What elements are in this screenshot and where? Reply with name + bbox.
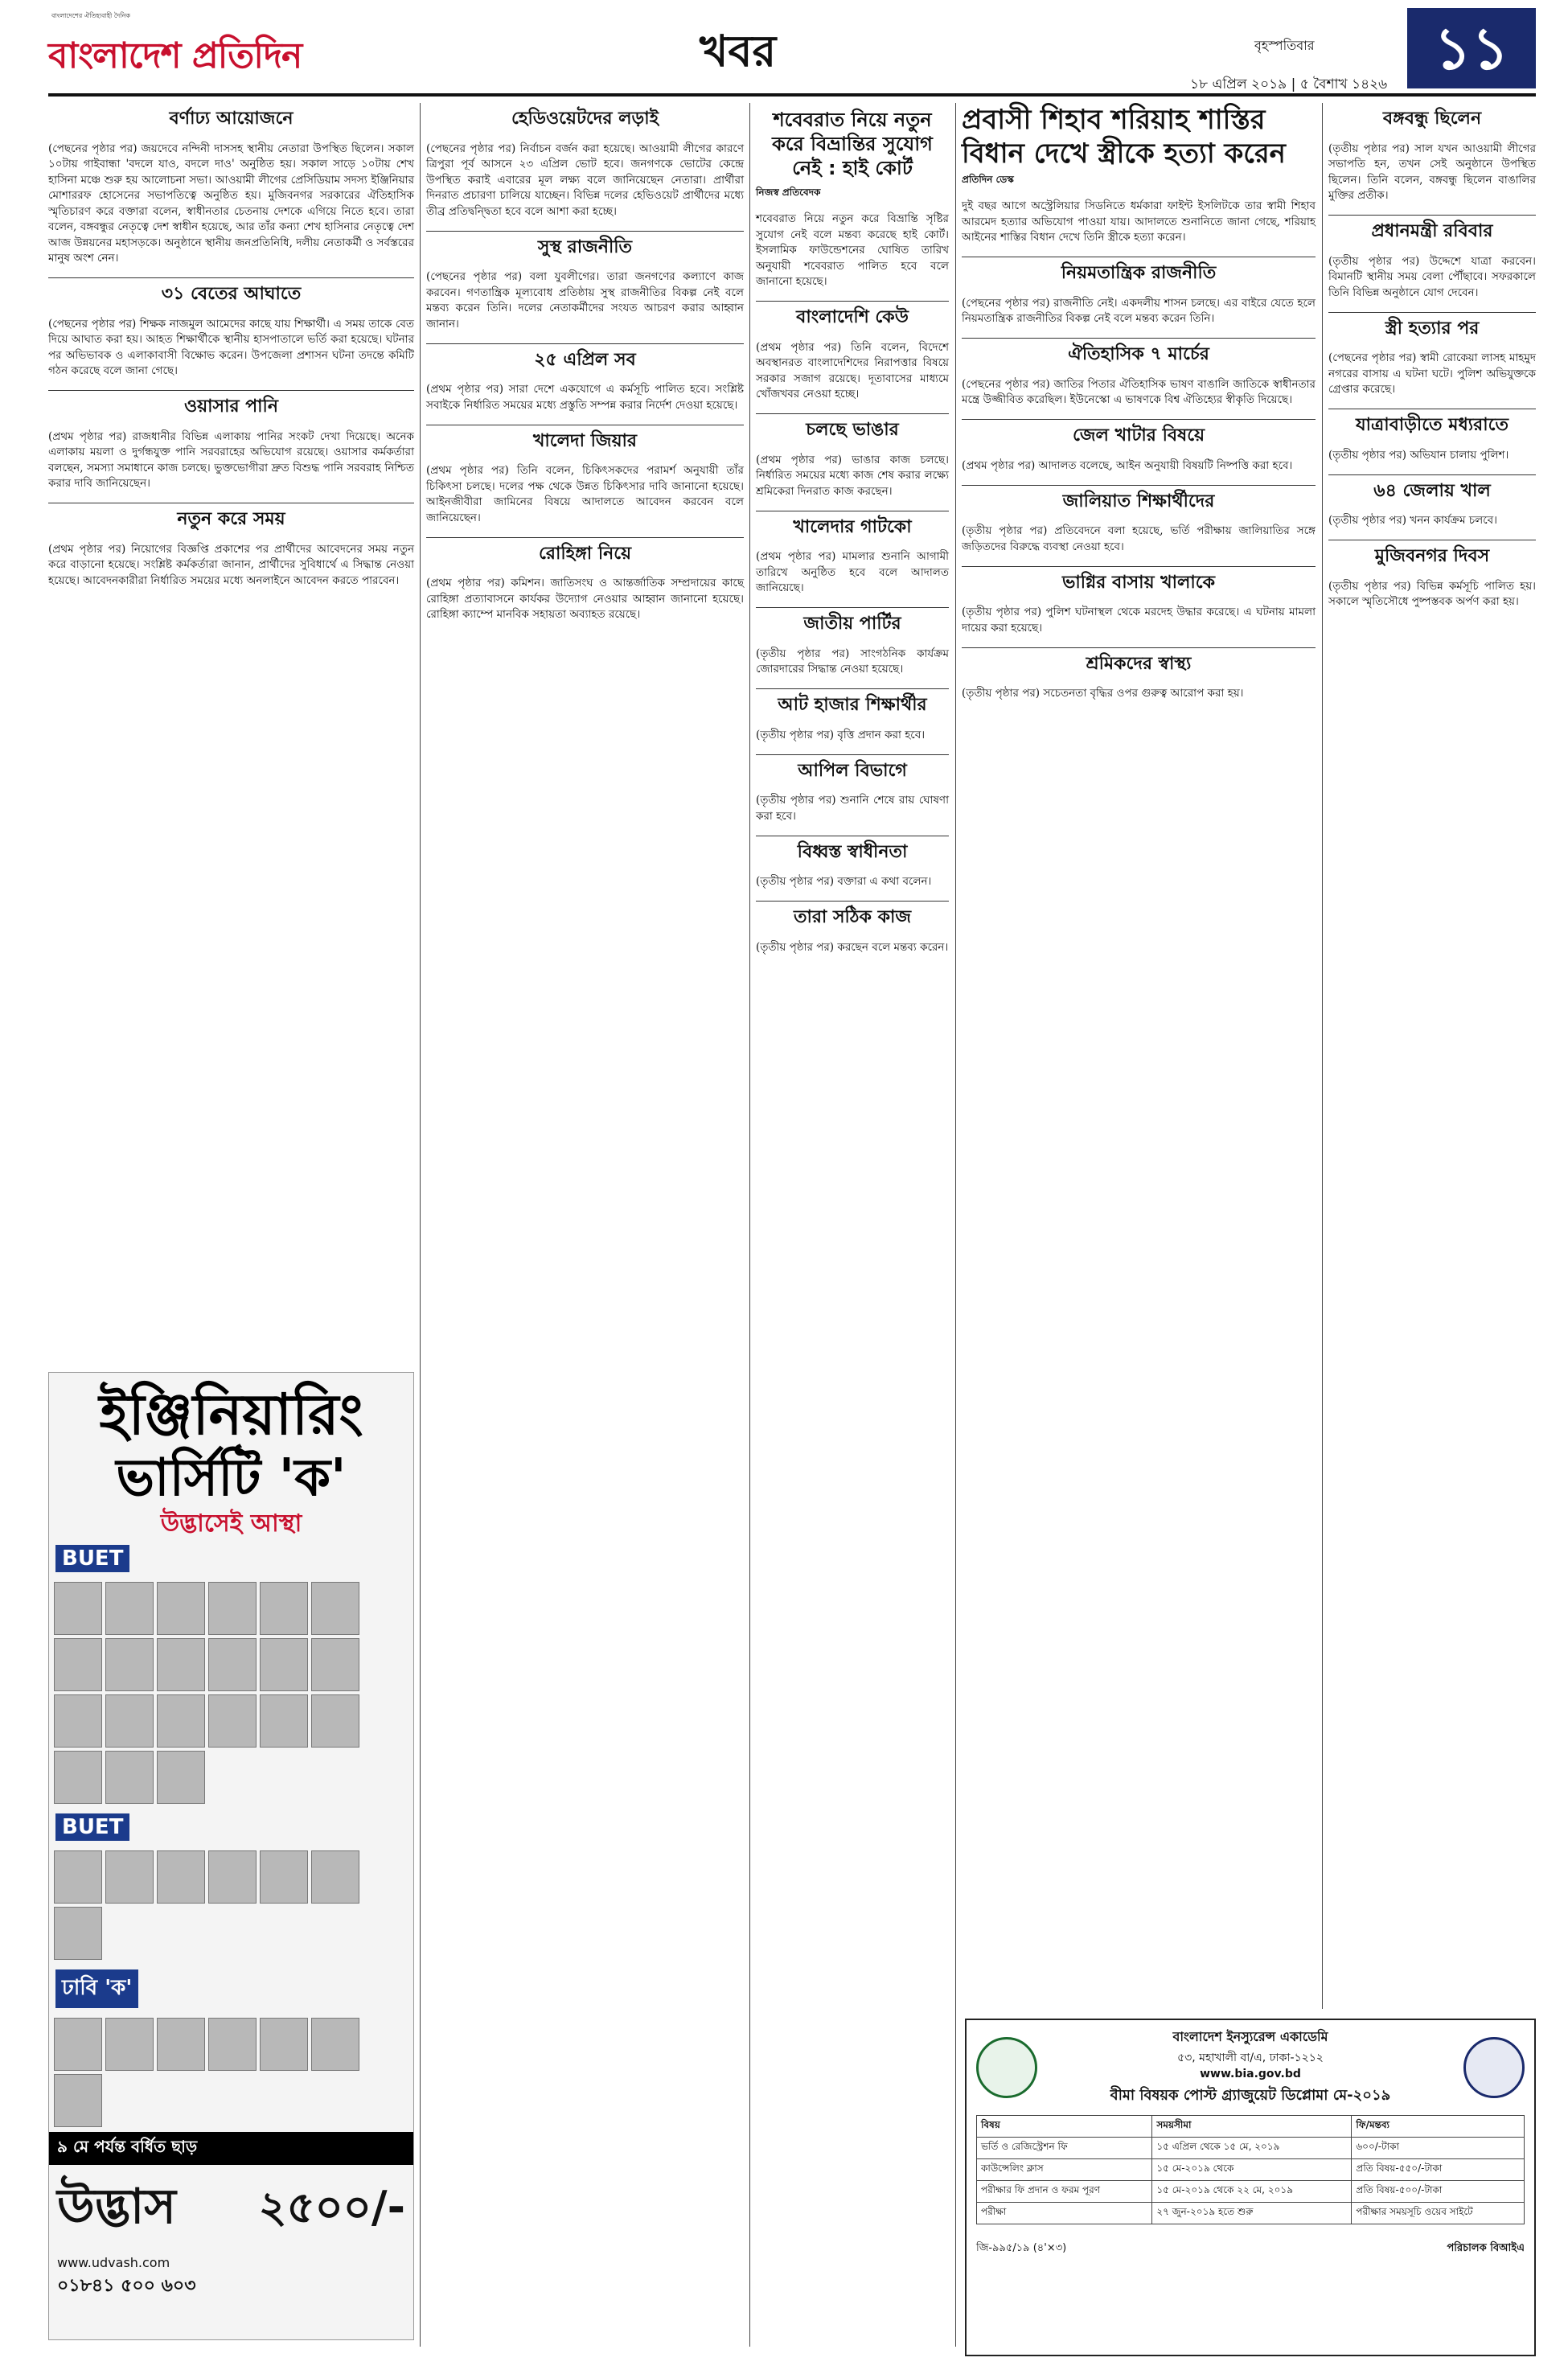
headline[interactable]: বিধ্বস্ত স্বাধীনতা [797, 841, 908, 862]
table-cell: ভর্তি ও রেজিস্ট্রেশন ফি [977, 2138, 1152, 2159]
headline[interactable]: সুস্থ রাজনীতি [537, 236, 633, 257]
student-photo [105, 1850, 154, 1904]
column-4 [962, 103, 1316, 2009]
table-header-row [977, 2116, 1525, 2138]
divider [48, 390, 414, 391]
headline[interactable]: তারা সঠিক কাজ [793, 907, 912, 927]
article-body: (প্রথম পৃষ্ঠার পর) সারা দেশে একযোগে এ কর্মসূচি পালিত হবে। সংশ্লিষ্ট সবাইকে নির্ধারিত সময়ের মধ্যে প্রস্তুতি সম্পন্ন করার নির্দেশ দেওয়া হয়েছে। [426, 383, 744, 412]
student-photo [105, 1694, 154, 1748]
table-cell: পরীক্ষার ফি প্রদান ও ফরম পূরণ [977, 2181, 1152, 2203]
article-body: (পেছনের পৃষ্ঠার পর) জাতির পিতার ঐতিহাসিক ভাষণ বাঙালি জাতিকে স্বাধীনতার মন্ত্রে উজ্জীবিত করেছিল। ইউনেস্কো এ ভাষণকে বিশ্ব ঐতিহ্যের স্বীকৃতি দিয়েছে। [962, 377, 1316, 406]
article-body: (তৃতীয় পৃষ্ঠার পর) উদ্দেশে যাত্রা করবেন। বিমানটি স্থানীয় সময় বেলা পৌঁছাবে। সফরকালে তিনি বিভিন্ন অনুষ্ঠানে যোগ দেবেন। [1328, 254, 1536, 299]
table-cell: পরীক্ষা [977, 2203, 1152, 2224]
headline[interactable]: স্ত্রী হত্যার পর [1385, 318, 1480, 339]
article-body: দুই বছর আগে অস্ট্রেলিয়ার সিডনিতে ধর্মকারা ফাইন্ট ইসলিটকে তার স্বামী শিহাব আরমেদ হত্যার অভিযোগ পাওয়া যায়। আদালতে শুনানিতে জানা গেছে, শরিয়াহ আইনের শাস্তির বিধান দেখে তিনি স্ত্রীকে হত্যা করেন। [962, 199, 1316, 244]
column-2 [426, 103, 744, 2347]
headline[interactable]: ৩১ বেতের আঘাতে [161, 284, 302, 304]
divider [756, 901, 949, 902]
divider [756, 413, 949, 414]
student-photo [105, 1751, 154, 1804]
headline[interactable]: চলছে ভাঙার [806, 420, 899, 440]
student-photo [260, 2018, 308, 2071]
student-photo [54, 1638, 102, 1691]
table-row [977, 2181, 1525, 2203]
table-row [977, 2159, 1525, 2181]
divider [962, 338, 1316, 339]
headline[interactable]: ওয়াসার পানি [184, 396, 278, 417]
divider [962, 647, 1316, 648]
bia-advertisement[interactable] [965, 2019, 1536, 2356]
masthead-tagline: বাংলাদেশের ঐতিহ্যবাহী দৈনিক [51, 12, 130, 19]
divider [756, 301, 949, 302]
divider [756, 607, 949, 608]
student-photo [157, 2018, 205, 2071]
headline[interactable]: আট হাজার শিক্ষার্থীর [778, 695, 927, 715]
article-body: (প্রথম পৃষ্ঠার পর) ভাঙার কাজ চলছে। নির্ধারিত সময়ের মধ্যে কাজ শেষ করার লক্ষ্যে শ্রমিকেরা দিনরাত কাজ করছেন। [756, 453, 949, 498]
article-body: (প্রথম পৃষ্ঠার পর) রাজধানীর বিভিন্ন এলাকায় পানির সংকট দেখা দিয়েছে। অনেক এলাকায় ময়লা ও দুর্গন্ধযুক্ত পানি সরবরাহের অভিযোগ রয়েছে। ওয়াসার কর্মকর্তারা বলছেন, সমস্যা সমাধানে কাজ চলছে। ভুক্তভোগীরা দ্রুত বিশুদ্ধ পানি সরবরাহ নিশ্চিত করার দাবি জানিয়েছেন। [48, 429, 414, 490]
student-photo [311, 1582, 359, 1635]
header-divider [48, 93, 1536, 97]
article-body: (প্রথম পৃষ্ঠার পর) নিয়োগের বিজ্ঞপ্তি প্রকাশের পর প্রার্থীদের আবেদনের সময় নতুন করে বাড়ানো হয়েছে। সংশ্লিষ্ট কর্মকর্তারা জানান, প্রার্থীদের সুবিধার্থে এ সিদ্ধান্ত নেওয়া হয়েছে। আবেদনকারীরা নির্ধারিত সময়ের মধ্যে অনলাইনে আবেদন করতে পারবেন। [48, 542, 414, 587]
student-photo [157, 1582, 205, 1635]
ad-code: জি-৯৯৫/১৯ (৪'×৩) [976, 2242, 1067, 2254]
divider [426, 231, 744, 232]
newspaper-masthead: বাংলাদেশ প্রতিদিন [48, 35, 302, 76]
student-photo [157, 1751, 205, 1804]
byline: নিজস্ব প্রতিবেদক [756, 187, 821, 198]
section-title: খবর [700, 26, 777, 76]
brand-name: উদ্ভাস [57, 2179, 176, 2235]
article-body: (তৃতীয় পৃষ্ঠার পর) অভিযান চালায় পুলিশ। [1328, 448, 1509, 462]
article-body: (পেছনের পৃষ্ঠার পর) বলা যুবলীগের। তারা জনগণের কল্যাণে কাজ করবেন। গণতান্ত্রিক মূল্যবোধ প্রতিষ্ঠায় সুস্থ রাজনীতির বিকল্প নেই বলে মন্তব্য করেন তিনি। দলের নেতাকর্মীদের সংযত আচরণ করার আহ্বান জানান। [426, 270, 744, 331]
headline[interactable]: ঐতিহাসিক ৭ মার্চের [1068, 344, 1209, 364]
article-body: (পেছনের পৃষ্ঠার পর) জয়দেবে নন্দিনী দাসসহ স্থানীয় নেতারা উপস্থিত ছিলেন। সকাল ১০টায় গাইবান্ধা 'বদলে যাও, বদলে দাও' অনুষ্ঠিত হয়। সকাল সাড়ে ১০টায় শেখ হাসিনা মঞ্চে শুরু হয় আলোচনা সভা। আওয়ামী লীগের প্রেসিডিয়াম সদস্য ইঞ্জিনিয়ার মোশাররফ হোসেনের সভাপতিত্বে অনুষ্ঠিত হয়। মুজিবনগর সরকারের ঐতিহাসিক স্মৃতিচারণ করে বক্তারা বলেন, স্বাধীনতার চেতনায় দেশকে এগিয়ে নিতে হবে। তারা বলেন, বঙ্গবন্ধুর নেতৃত্বে দেশ স্বাধীন হয়েছে, আর তাঁর কন্যা শেখ হাসিনার নেতৃত্বে দেশ আজ উন্নয়নের মহাসড়কে। অনুষ্ঠানে স্থানীয় জনপ্রতিনিধি, দলীয় নেতাকর্মী ও সর্বস্তরের মানুষ অংশ নেন। [48, 142, 414, 265]
column-1 [48, 103, 414, 1366]
headline[interactable]: নতুন করে সময় [177, 509, 285, 529]
article-body: (প্রথম পৃষ্ঠার পর) মামলার শুনানি আগামী তারিখে অনুষ্ঠিত হবে বলে আদালত জানিয়েছে। [756, 550, 949, 594]
table-cell: ১৫ মে-২০১৯ থেকে [1152, 2159, 1352, 2181]
article-body: (তৃতীয় পৃষ্ঠার পর) সাল যখন আওয়ামী লীগের সভাপতি হন, তখন সেই অনুষ্ঠানে উপস্থিত ছিলেন। তিনি বলেন, বঙ্গবন্ধু ছিলেন বাঙালির মুক্তির প্রতীক। [1328, 142, 1536, 202]
headline[interactable]: খালেদা জিয়ার [532, 430, 638, 451]
student-photo [105, 1638, 154, 1691]
student-photo [105, 1582, 154, 1635]
headline[interactable]: যাত্রাবাড়ীতে মধ্যরাতে [1356, 415, 1508, 435]
student-photo [260, 1694, 308, 1748]
table-header: সময়সীমা [1152, 2116, 1352, 2138]
table-header: বিষয় [977, 2116, 1152, 2138]
student-photo-grid [49, 1577, 413, 1809]
student-photo [54, 1751, 102, 1804]
student-photo [260, 1850, 308, 1904]
lead-headline[interactable]: প্রবাসী শিহাব শরিয়াহ শাস্তির বিধান দেখে স্ত্রীকে হত্যা করেন [962, 104, 1286, 170]
article-body: (তৃতীয় পৃষ্ঠার পর) সাংগঠনিক কার্যক্রম জোরদারের সিদ্ধান্ত নেওয়া হয়েছে। [756, 647, 949, 676]
student-photo [208, 1694, 257, 1748]
student-photo [54, 2018, 102, 2071]
headline[interactable]: বর্ণাঢ্য আয়োজনে [169, 109, 293, 129]
bia-website[interactable]: www.bia.gov.bd [1200, 2068, 1301, 2080]
headline[interactable]: খালেদার গাটকো [793, 516, 912, 537]
discount-price: ২৫০০/- [258, 2182, 405, 2232]
buet-label: BUET [55, 1813, 129, 1841]
headline[interactable]: জাতীয় পার্টির [803, 614, 901, 634]
article-body: (তৃতীয় পৃষ্ঠার পর) পুলিশ ঘটনাস্থল থেকে মরদেহ উদ্ধার করেছে। এ ঘটনায় মামলা দায়ের করা হয়েছে। [962, 606, 1316, 635]
headline[interactable]: জালিয়াত শিক্ষার্থীদের [1062, 491, 1215, 511]
headline[interactable]: রোহিঙ্গা নিয়ে [538, 543, 632, 564]
column-divider [420, 103, 421, 2347]
headline[interactable]: শবেবরাত নিয়ে নতুন করে বিভ্রান্তির সুযোগ নেই : হাই কোর্ট [772, 109, 933, 179]
column-5 [1328, 103, 1536, 2009]
discount-deadline: ৯ মে পর্যন্ত বর্ধিত ছাড় [49, 2132, 413, 2165]
article-body: (তৃতীয় পৃষ্ঠার পর) খনন কার্যক্রম চলবে। [1328, 514, 1497, 527]
student-photo [208, 1582, 257, 1635]
table-cell: প্রতি বিষয়-৫০০/-টাকা [1352, 2181, 1525, 2203]
article-body: শবেবরাত নিয়ে নতুন করে বিভ্রান্তি সৃষ্টির সুযোগ নেই বলে মন্তব্য করেছে হাই কোর্ট। ইসলামিক ফাউন্ডেশনের ঘোষিত তারিখ অনুযায়ী শবেবরাত পালিত হবে বলে জানানো হয়েছে। [756, 212, 949, 288]
article-body: (তৃতীয় পৃষ্ঠার পর) শুনানি শেষে রায় ঘোষণা করা হবে। [756, 794, 949, 823]
student-photo [208, 1638, 257, 1691]
student-photo [54, 1694, 102, 1748]
header-day: বৃহস্পতিবার [1254, 38, 1315, 53]
article-body: (তৃতীয় পৃষ্ঠার পর) করছেন বলে মন্তব্য করেন। [756, 940, 949, 954]
student-photo [260, 1638, 308, 1691]
bia-schedule-table [976, 2115, 1525, 2224]
article-body: (পেছনের পৃষ্ঠার পর) নির্বাচন বর্জন করা হয়েছে। আওয়ামী লীগের কারণে ত্রিপুরা পূর্ব আসনে ২৩ এপ্রিল ভোট হবে। জনগণকে ভোটের কেন্দ্রে উপস্থিত করাই এবারের মূল লক্ষ্য বলে জানিয়েছেন নেতারা। প্রার্থীরা দিনরাত প্রচারণা চালিয়ে যাচ্ছেন। বিভিন্ন দলের হেভিওয়েট প্রার্থীদের মধ্যে তীব্র প্রতিদ্বন্দ্বিতা হবে বলে আশা করা হচ্ছে। [426, 142, 744, 218]
table-row [977, 2203, 1525, 2224]
student-photo [208, 2018, 257, 2071]
byline: প্রতিদিন ডেস্ক [962, 174, 1014, 185]
divider [756, 754, 949, 755]
table-row [977, 2138, 1525, 2159]
article-body: (প্রথম পৃষ্ঠার পর) তিনি বলেন, চিকিৎসকদের পরামর্শ অনুযায়ী তাঁর চিকিৎসা চলছে। দলের পক্ষ থেকে উন্নত চিকিৎসার দাবি জানানো হয়েছে। আইনজীবীরা জামিনের বিষয়ে আদালতে আবেদন করবেন বলে জানিয়েছেন। [426, 464, 744, 524]
divider [426, 537, 744, 538]
article-body: (প্রথম পৃষ্ঠার পর) আদালত বলেছে, আইন অনুযায়ী বিষয়টি নিষ্পত্তি করা হবে। [962, 458, 1293, 472]
student-photo [260, 1582, 308, 1635]
student-photo [54, 1907, 102, 1960]
headline[interactable]: বঙ্গবন্ধু ছিলেন [1382, 109, 1482, 129]
table-header: ফি/মন্তব্য [1352, 2116, 1525, 2138]
article-body: (তৃতীয় পৃষ্ঠার পর) বৃত্তি প্রদান করা হবে। [756, 728, 926, 741]
divider [756, 688, 949, 689]
bia-logo-icon [976, 2037, 1037, 2098]
ad-phone[interactable]: ০১৮৪১ ৫০০ ৬০৩ [57, 2276, 196, 2296]
table-cell: কাউন্সেলিং ক্লাস [977, 2159, 1152, 2181]
student-photo-grid [49, 1846, 413, 1965]
headline[interactable]: ভাগ্নির বাসায় খালাকে [1061, 572, 1216, 593]
student-photo [105, 2018, 154, 2071]
article-body: (প্রথম পৃষ্ঠার পর) তিনি বলেন, বিদেশে অবস্থানরত বাংলাদেশিদের নিরাপত্তার বিষয়ে সরকার সজাগ রয়েছে। দূতাবাসের মাধ্যমে খোঁজখবর নেওয়া হচ্ছে। [756, 340, 949, 400]
article-body: (তৃতীয় পৃষ্ঠার পর) বক্তারা এ কথা বলেন। [756, 875, 932, 888]
dhabi-label: ঢাবি 'ক' [55, 1969, 138, 2008]
student-photo [157, 1850, 205, 1904]
headline[interactable]: বাংলাদেশি কেউ [796, 307, 909, 327]
table-cell: পরীক্ষার সময়সূচি ওয়েব সাইটে [1352, 2203, 1525, 2224]
header-date: ১৮ এপ্রিল ২০১৯ | ৫ বৈশাখ ১৪২৬ [1190, 76, 1388, 92]
buet-label: BUET [55, 1545, 129, 1572]
ad-signoff: পরিচালক বিআইএ [1447, 2242, 1525, 2254]
divider [426, 343, 744, 344]
student-photo [54, 2074, 102, 2127]
bia-address: ৫৩, মহাখালী বা/এ, ঢাকা-১২১২ [1177, 2052, 1324, 2064]
divider [1328, 474, 1536, 475]
ad-website[interactable]: www.udvash.com [57, 2255, 170, 2270]
article-body: (তৃতীয় পৃষ্ঠার পর) সচেতনতা বৃদ্ধির ওপর গুরুত্ব আরোপ করা হয়। [962, 687, 1244, 700]
table-cell: ১৫ এপ্রিল থেকে ১৫ মে, ২০১৯ [1152, 2138, 1352, 2159]
student-photo [311, 1850, 359, 1904]
article-body: (পেছনের পৃষ্ঠার পর) শিক্ষক নাজমুল আমেদের কাছে যায় শিক্ষার্থী। এ সময় তাকে বেত দিয়ে আঘাত করা হয়। আহত শিক্ষার্থীকে স্থানীয় হাসপাতালে ভর্তি করা হয়েছে। ঘটনার পর অভিভাবক ও এলাকাবাসী বিক্ষোভ করেন। উপজেলা প্রশাসন ঘটনা তদন্তে কমিটি গঠন করেছে বলে জানা গেছে। [48, 317, 414, 377]
column-divider [1322, 103, 1323, 2009]
headline[interactable]: হেডিওয়েটদের লড়াই [511, 109, 659, 129]
divider [48, 277, 414, 278]
bia-title: বীমা বিষয়ক পোস্ট গ্র্যাজুয়েট ডিপ্লোমা মে-২০১৯ [1110, 2087, 1391, 2104]
article-body: (তৃতীয় পৃষ্ঠার পর) প্রতিবেদনে বলা হয়েছে, ভর্তি পরীক্ষায় জালিয়াতির সঙ্গে জড়িতদের বিরুদ্ধে ব্যবস্থা নেওয়া হবে। [962, 524, 1316, 553]
article-body: (প্রথম পৃষ্ঠার পর) কমিশন। জাতিসংঘ ও আন্তর্জাতিক সম্প্রদায়ের কাছে রোহিঙ্গা প্রত্যাবাসনে কার্যকর উদ্যোগ নেওয়ার আহ্বান জানানো হয়েছে। রোহিঙ্গা ক্যাম্পে মানবিক সহায়তা অব্যাহত রয়েছে। [426, 577, 744, 621]
ad-slogan: উদ্ভাসেই আস্থা [160, 1509, 302, 1538]
table-cell: ৬০০/-টাকা [1352, 2138, 1525, 2159]
headline[interactable]: মুজিবনগর দিবস [1374, 546, 1490, 566]
divider [962, 485, 1316, 486]
student-photo-grid [49, 2013, 413, 2132]
column-3 [756, 103, 949, 2347]
column-divider [749, 103, 750, 2347]
student-photo [311, 1694, 359, 1748]
bia-org: বাংলাদেশ ইনস্যুরেন্স একাডেমি [1172, 2029, 1328, 2044]
student-photo [54, 1582, 102, 1635]
table-cell: ২৭ জুন-২০১৯ হতে শুরু [1152, 2203, 1352, 2224]
divider [962, 419, 1316, 420]
student-photo [311, 2018, 359, 2071]
headline[interactable]: নিয়মতান্ত্রিক রাজনীতি [1061, 263, 1217, 283]
student-photo [311, 1638, 359, 1691]
article-body: (তৃতীয় পৃষ্ঠার পর) বিভিন্ন কর্মসূচি পালিত হয়। সকালে স্মৃতিসৌধে পুষ্পস্তবক অর্পণ করা হয়। [1328, 579, 1536, 608]
govt-seal-icon [1463, 2037, 1525, 2098]
headline[interactable]: ২৫ এপ্রিল সব [534, 349, 636, 370]
student-photo [208, 1850, 257, 1904]
article-body: (পেছনের পৃষ্ঠার পর) স্বামী রোকেয়া লাসহ মাহমুদ নগরের বাসায় এ ঘটনা ঘটে। পুলিশ অভিযুক্তকে গ্রেপ্তার করেছে। [1328, 351, 1536, 396]
headline[interactable]: শ্রমিকদের স্বাস্থ্য [1086, 653, 1192, 674]
student-photo [157, 1638, 205, 1691]
headline[interactable]: ৬৪ জেলায় খাল [1373, 480, 1491, 501]
headline[interactable]: প্রধানমন্ত্রী রবিবার [1371, 221, 1493, 241]
divider [1328, 215, 1536, 216]
ad-title: ইঞ্জিনিয়ারিং [99, 1382, 363, 1448]
headline[interactable]: আপিল বিভাগে [798, 760, 907, 781]
divider [1328, 312, 1536, 313]
table-cell: প্রতি বিষয়-৫৫০/-টাকা [1352, 2159, 1525, 2181]
udvash-advertisement[interactable] [48, 1372, 414, 2340]
article-body: (পেছনের পৃষ্ঠার পর) রাজনীতি নেই। একদলীয় শাসন চলছে। এর বাইরে যেতে হলে নিয়মতান্ত্রিক রাজনীতির বিকল্প নেই বলে মন্তব্য করেন তিনি। [962, 296, 1316, 325]
page-number: ১১ [1407, 8, 1536, 88]
student-photo [157, 1694, 205, 1748]
headline[interactable]: জেল খাটার বিষয়ে [1072, 425, 1205, 446]
table-cell: ১৫ মে-২০১৯ থেকে ২২ মে, ২০১৯ [1152, 2181, 1352, 2203]
student-photo [54, 1850, 102, 1904]
divider [962, 566, 1316, 567]
ad-subtitle: ভার্সিটি 'ক' [116, 1448, 347, 1508]
column-divider [955, 103, 956, 2347]
